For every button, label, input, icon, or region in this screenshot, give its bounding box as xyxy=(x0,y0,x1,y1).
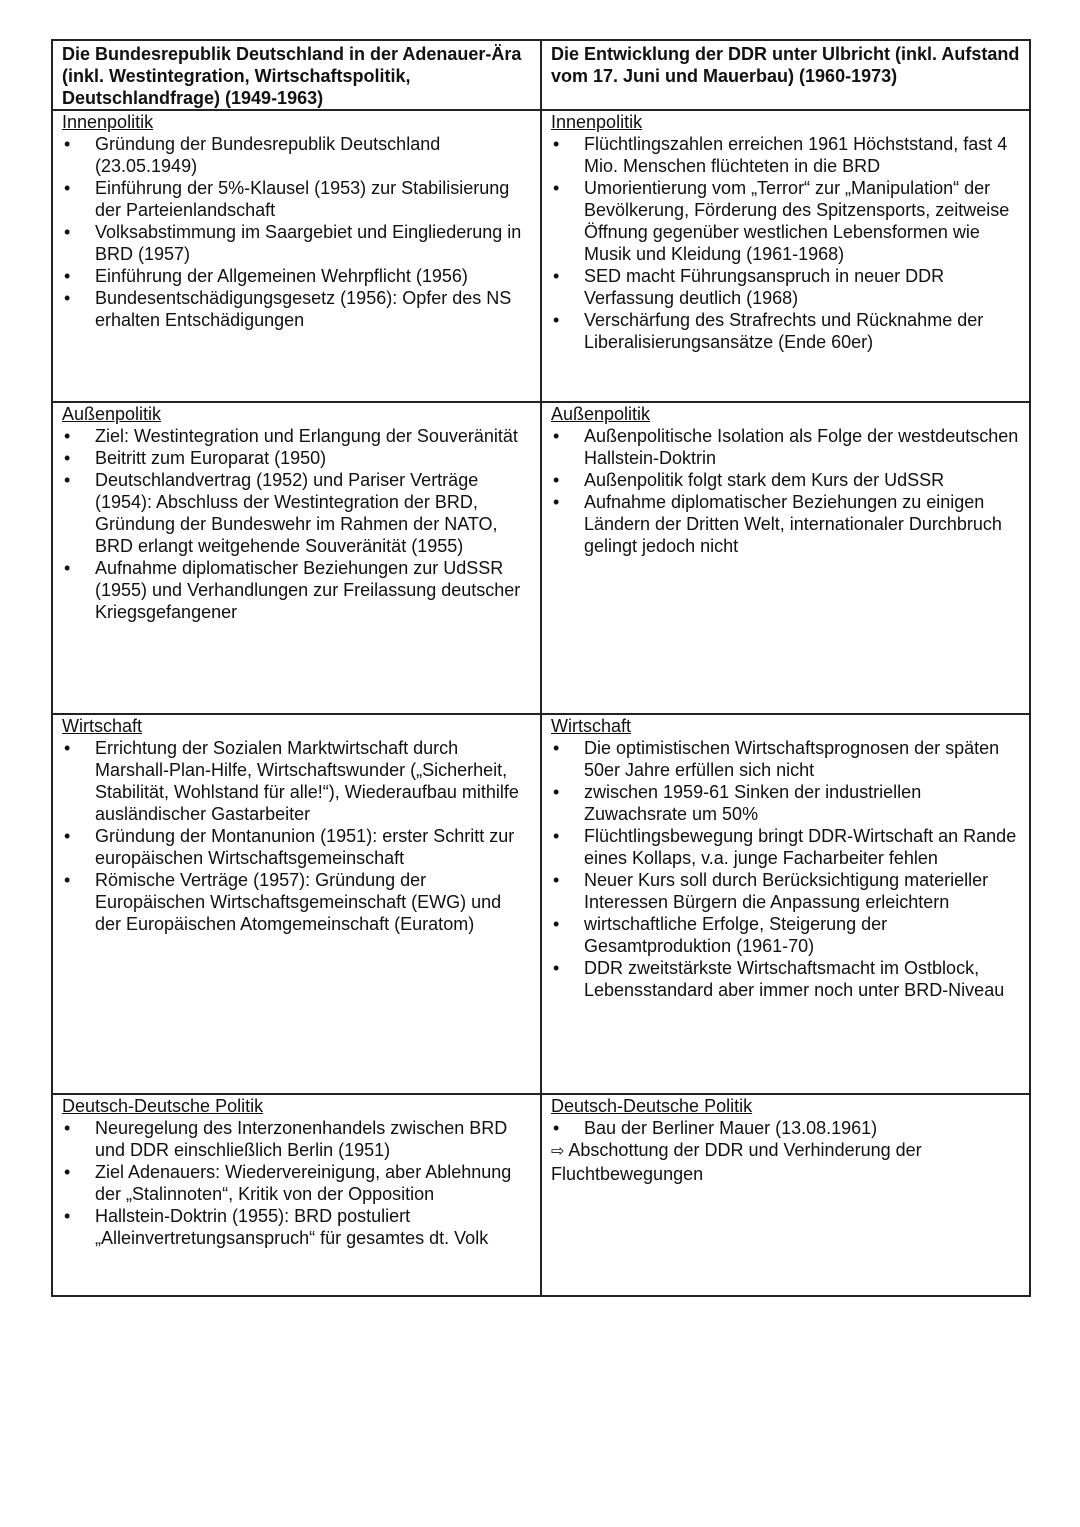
list-item: • Deutschlandvertrag (1952) und Pariser Verträge (1954): Abschluss der Westintegration der BRD, Gründung der Bundeswehr im Rahmen der NATO, BRD erlangt weitgehende Souveränität (1955) xyxy=(62,469,532,557)
cell-innenpolitik-left xyxy=(52,110,541,402)
list-item: • Neuer Kurs soll durch Berücksichtigung materieller Interessen Bürgern die Anpassung erleichtern xyxy=(551,869,1021,913)
list-item: • DDR zweitstärkste Wirtschaftsmacht im Ostblock, Lebensstandard aber immer noch unter BRD-Niveau xyxy=(551,957,1021,1001)
bullet-list xyxy=(62,737,532,935)
bullet-list xyxy=(62,1117,532,1249)
section-title: Deutsch-Deutsche Politik xyxy=(551,1096,753,1116)
cell-deutsch-deutsch-right xyxy=(541,1094,1030,1296)
header-left: Die Bundesrepublik Deutschland in der Adenauer-Ära (inkl. Westintegration, Wirtschaftspolitik, Deutschlandfrage) (1949-1963) xyxy=(52,40,541,110)
list-item: • zwischen 1959-61 Sinken der industriellen Zuwachsrate um 50% xyxy=(551,781,1021,825)
list-item: • Beitritt zum Europarat (1950) xyxy=(62,447,532,469)
header-row xyxy=(52,40,1030,110)
section-title: Deutsch-Deutsche Politik xyxy=(62,1096,264,1116)
list-item: • Hallstein-Doktrin (1955): BRD postuliert „Alleinvertretungsanspruch“ für gesamtes dt. Volk xyxy=(62,1205,532,1249)
list-item: • Die optimistischen Wirtschaftsprognosen der späten 50er Jahre erfüllen sich nicht xyxy=(551,737,1021,781)
cell-aussenpolitik-left xyxy=(52,402,541,714)
bullet-list xyxy=(551,737,1021,1001)
list-item: • Ziel: Westintegration und Erlangung der Souveränität xyxy=(62,425,532,447)
header-right: Die Entwicklung der DDR unter Ulbricht (inkl. Aufstand vom 17. Juni und Mauerbau) (1960-1973) xyxy=(541,40,1030,110)
arrow-note-text: Abschottung der DDR und Verhinderung der Fluchtbewegungen xyxy=(551,1140,922,1184)
row-innenpolitik xyxy=(52,110,1030,402)
list-item: • Römische Verträge (1957): Gründung der Europäischen Wirtschaftsgemeinschaft (EWG) und der Europäischen Atomgemeinschaft (Euratom) xyxy=(62,869,532,935)
section-title: Innenpolitik xyxy=(551,112,643,132)
list-item: • Außenpolitik folgt stark dem Kurs der UdSSR xyxy=(551,469,1021,491)
arrow-note xyxy=(551,1139,1021,1185)
list-item: • Flüchtlingszahlen erreichen 1961 Höchststand, fast 4 Mio. Menschen flüchteten in die BRD xyxy=(551,133,1021,177)
cell-innenpolitik-right xyxy=(541,110,1030,402)
comparison-table xyxy=(51,39,1031,1297)
cell-deutsch-deutsch-left xyxy=(52,1094,541,1296)
list-item: • Flüchtlingsbewegung bringt DDR-Wirtschaft an Rande eines Kollaps, v.a. junge Facharbeiter fehlen xyxy=(551,825,1021,869)
list-item: • Einführung der Allgemeinen Wehrpflicht (1956) xyxy=(62,265,532,287)
list-item: • Gründung der Montanunion (1951): erster Schritt zur europäischen Wirtschaftsgemeinschaft xyxy=(62,825,532,869)
arrow-right-icon: ⇨ xyxy=(551,1143,565,1160)
list-item: • Verschärfung des Strafrechts und Rücknahme der Liberalisierungsansätze (Ende 60er) xyxy=(551,309,1021,353)
list-item: • Gründung der Bundesrepublik Deutschland (23.05.1949) xyxy=(62,133,532,177)
bullet-list xyxy=(551,133,1021,353)
cell-wirtschaft-left xyxy=(52,714,541,1094)
list-item: • Ziel Adenauers: Wiedervereinigung, aber Ablehnung der „Stalinnoten“, Kritik von der Opposition xyxy=(62,1161,532,1205)
row-deutsch-deutsche-politik xyxy=(52,1094,1030,1296)
bullet-list xyxy=(551,1117,1021,1139)
list-item: • Umorientierung vom „Terror“ zur „Manipulation“ der Bevölkerung, Förderung des Spitzensports, zeitweise Öffnung gegenüber westlichen Lebensformen wie Musik und Kleidung (1961-1968) xyxy=(551,177,1021,265)
section-title: Innenpolitik xyxy=(62,112,154,132)
section-title: Wirtschaft xyxy=(62,716,143,736)
section-title: Außenpolitik xyxy=(62,404,162,424)
list-item: • Neuregelung des Interzonenhandels zwischen BRD und DDR einschließlich Berlin (1951) xyxy=(62,1117,532,1161)
bullet-list xyxy=(551,425,1021,557)
list-item: • Volksabstimmung im Saargebiet und Eingliederung in BRD (1957) xyxy=(62,221,532,265)
list-item: • SED macht Führungsanspruch in neuer DDR Verfassung deutlich (1968) xyxy=(551,265,1021,309)
list-item: • Bau der Berliner Mauer (13.08.1961) xyxy=(551,1117,1021,1139)
list-item: • Bundesentschädigungsgesetz (1956): Opfer des NS erhalten Entschädigungen xyxy=(62,287,532,331)
row-wirtschaft xyxy=(52,714,1030,1094)
row-aussenpolitik xyxy=(52,402,1030,714)
bullet-list xyxy=(62,133,532,331)
list-item: • Einführung der 5%-Klausel (1953) zur Stabilisierung der Parteienlandschaft xyxy=(62,177,532,221)
list-item: • wirtschaftliche Erfolge, Steigerung der Gesamtproduktion (1961-70) xyxy=(551,913,1021,957)
section-title: Außenpolitik xyxy=(551,404,651,424)
cell-wirtschaft-right xyxy=(541,714,1030,1094)
list-item: • Errichtung der Sozialen Marktwirtschaft durch Marshall-Plan-Hilfe, Wirtschaftswunder („Sicherheit, Stabilität, Wohlstand für alle!“), Wiederaufbau mithilfe ausländischer Gastarbeiter xyxy=(62,737,532,825)
bullet-list xyxy=(62,425,532,623)
cell-aussenpolitik-right xyxy=(541,402,1030,714)
list-item: • Aufnahme diplomatischer Beziehungen zu einigen Ländern der Dritten Welt, internationaler Durchbruch gelingt jedoch nicht xyxy=(551,491,1021,557)
list-item: • Außenpolitische Isolation als Folge der westdeutschen Hallstein-Doktrin xyxy=(551,425,1021,469)
section-title: Wirtschaft xyxy=(551,716,632,736)
list-item: • Aufnahme diplomatischer Beziehungen zur UdSSR (1955) und Verhandlungen zur Freilassung deutscher Kriegsgefangener xyxy=(62,557,532,623)
